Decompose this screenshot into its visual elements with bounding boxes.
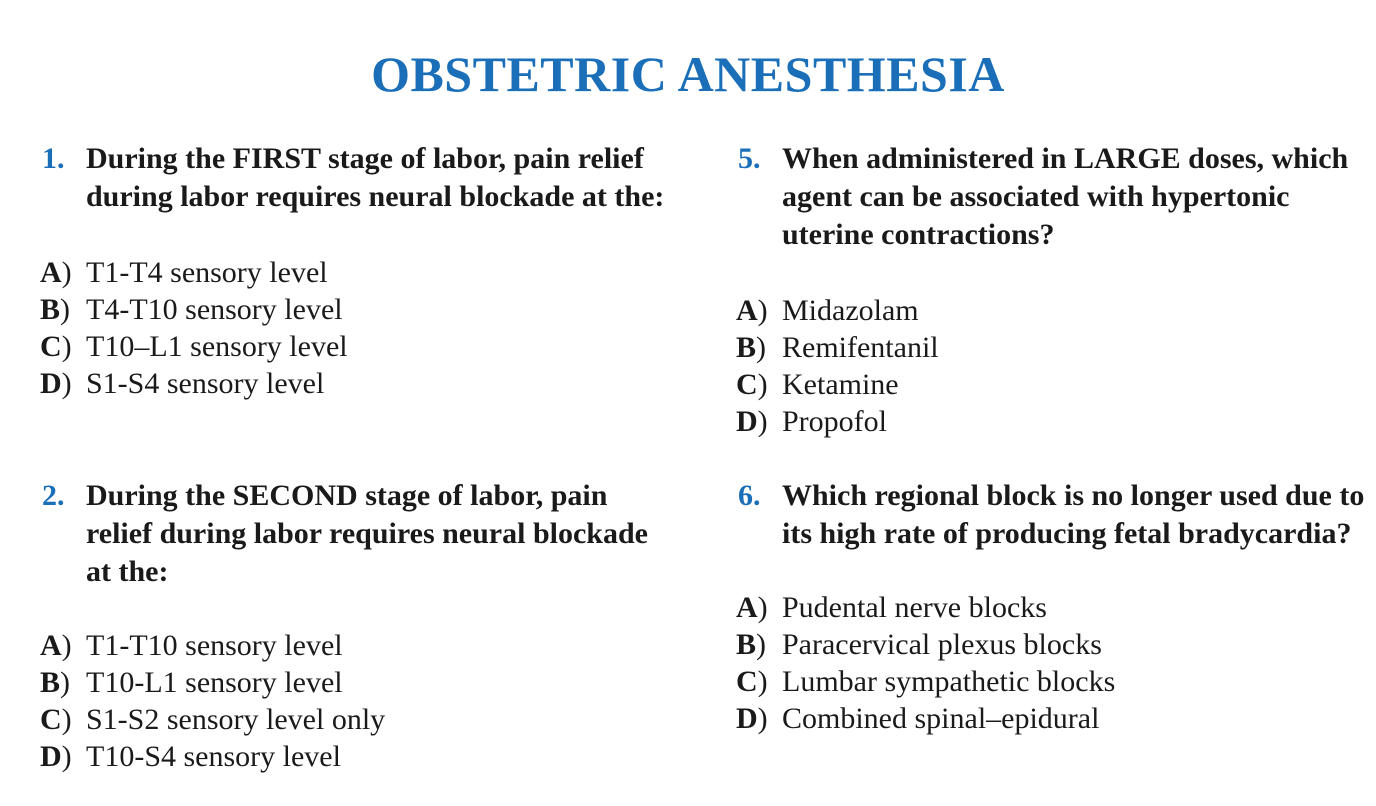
- question-number: 6.: [738, 479, 761, 512]
- question-6: [736, 477, 1376, 737]
- question-text: [736, 477, 1376, 553]
- answer-option-b: B) Paracervical plexus blocks: [736, 628, 1102, 661]
- question-5: [736, 140, 1376, 440]
- answer-letter: D: [736, 702, 758, 735]
- question-prompt: Which regional block is no longer used due to its high rate of producing fetal bradycardia?: [782, 479, 1365, 550]
- answer-option-a: A) Midazolam: [736, 294, 919, 327]
- answer-option-c: C) T10–L1 sensory level: [40, 330, 348, 363]
- answer-option-d: D) Propofol: [736, 405, 887, 438]
- answer-text: T1-T10 sensory level: [86, 629, 343, 662]
- answer-letter: A: [736, 294, 758, 327]
- answer-list: [736, 292, 1376, 440]
- answer-letter: D: [40, 367, 62, 400]
- answer-option-a: A) T1-T4 sensory level: [40, 256, 328, 289]
- answer-text: T4-T10 sensory level: [86, 293, 343, 326]
- answer-text: Ketamine: [782, 368, 899, 401]
- answer-text: Combined spinal–epidural: [782, 702, 1100, 735]
- question-text: [40, 140, 680, 216]
- answer-letter: B: [40, 666, 61, 699]
- answer-letter: A: [40, 629, 62, 662]
- answer-option-a: A) T1-T10 sensory level: [40, 629, 343, 662]
- question-text: [40, 477, 680, 591]
- question-prompt: During the FIRST stage of labor, pain relief during labor requires neural blockade at the:: [86, 142, 665, 213]
- answer-letter: D: [736, 405, 758, 438]
- answer-text: T10–L1 sensory level: [86, 330, 348, 363]
- answer-text: Paracervical plexus blocks: [782, 628, 1102, 661]
- answer-option-d: D) S1-S4 sensory level: [40, 367, 325, 400]
- question-prompt: During the SECOND stage of labor, pain relief during labor requires neural blockade at the:: [86, 479, 648, 588]
- answer-letter: C: [736, 665, 758, 698]
- answer-text: T10-L1 sensory level: [86, 666, 343, 699]
- answer-option-c: C) S1-S2 sensory level only: [40, 703, 386, 736]
- answer-text: T10-S4 sensory level: [86, 740, 341, 773]
- question-number: 5.: [738, 142, 761, 175]
- answer-option-d: D) T10-S4 sensory level: [40, 740, 341, 773]
- answer-text: S1-S4 sensory level: [86, 367, 325, 400]
- answer-letter: B: [736, 628, 757, 661]
- answer-letter: A: [736, 591, 758, 624]
- answer-text: Pudental nerve blocks: [782, 591, 1047, 624]
- answer-list: [40, 254, 680, 402]
- answer-text: T1-T4 sensory level: [86, 256, 328, 289]
- answer-text: Midazolam: [782, 294, 919, 327]
- answer-option-a: A) Pudental nerve blocks: [736, 591, 1047, 624]
- answer-text: Remifentanil: [782, 331, 939, 364]
- answer-text: Lumbar sympathetic blocks: [782, 665, 1116, 698]
- answer-letter: B: [736, 331, 757, 364]
- answer-letter: C: [40, 330, 62, 363]
- answer-option-d: D) Combined spinal–epidural: [736, 702, 1100, 735]
- answer-letter: A: [40, 256, 62, 289]
- answer-letter: C: [40, 703, 62, 736]
- answer-list: [40, 627, 680, 775]
- question-number: 1.: [42, 142, 65, 175]
- question-prompt: When administered in LARGE doses, which agent can be associated with hypertonic uterine contractions?: [782, 142, 1349, 251]
- question-1: [40, 140, 680, 402]
- question-number: 2.: [42, 479, 65, 512]
- answer-letter: C: [736, 368, 758, 401]
- answer-text: S1-S2 sensory level only: [86, 703, 386, 736]
- page-title: OBSTETRIC ANESTHESIA: [371, 46, 1005, 102]
- answer-option-b: B) T10-L1 sensory level: [40, 666, 343, 699]
- question-2: [40, 477, 680, 775]
- answer-option-c: C) Ketamine: [736, 368, 899, 401]
- answer-letter: B: [40, 293, 61, 326]
- answer-option-b: B) Remifentanil: [736, 331, 939, 364]
- answer-letter: D: [40, 740, 62, 773]
- answer-list: [736, 589, 1376, 737]
- answer-text: Propofol: [782, 405, 887, 438]
- answer-option-b: B) T4-T10 sensory level: [40, 293, 343, 326]
- answer-option-c: C) Lumbar sympathetic blocks: [736, 665, 1116, 698]
- question-text: [736, 140, 1376, 254]
